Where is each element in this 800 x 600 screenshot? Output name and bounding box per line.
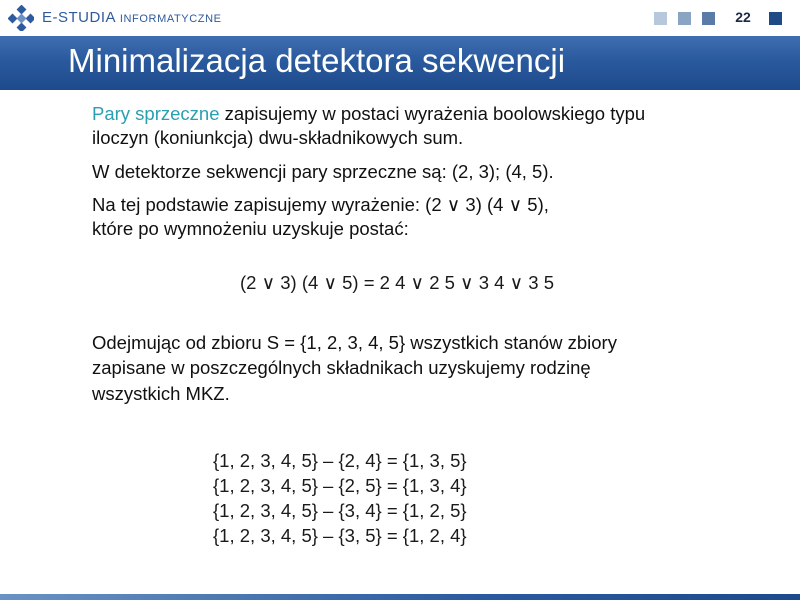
- para2: W detektorze sekwencji pary sprzeczne są: (2, 3); (4, 5).: [92, 161, 554, 182]
- set-line: {1, 2, 3, 4, 5} – {2, 4} = {1, 3, 5}: [213, 450, 467, 471]
- e-studia-logo-icon: [8, 5, 34, 31]
- nav-square-3[interactable]: [702, 12, 715, 25]
- para4-line2: zapisane w poszczególnych składnikach uzyskujemy rodzinę: [92, 357, 591, 378]
- para1-line1: [92, 102, 645, 125]
- nav-square-1[interactable]: [654, 12, 667, 25]
- para1-rest: zapisujemy w postaci wyrażenia boolowskiego typu: [219, 103, 646, 124]
- nav-square-2[interactable]: [678, 12, 691, 25]
- para3-line2: które po wymnożeniu uzyskuje postać:: [92, 218, 409, 239]
- brand-sub: INFORMATYCZNE: [119, 13, 222, 25]
- para4-line3: wszystkich MKZ.: [92, 383, 230, 404]
- header-bar: [0, 0, 800, 36]
- para3-line1: Na tej podstawie zapisujemy wyrażenie: (2 ∨ 3) (4 ∨ 5),: [92, 194, 549, 215]
- brand-name: [42, 9, 222, 26]
- para4-line1: Odejmując od zbioru S = {1, 2, 3, 4, 5} wszystkich stanów zbiory: [92, 332, 617, 353]
- set-line: {1, 2, 3, 4, 5} – {2, 5} = {1, 3, 4}: [213, 475, 467, 496]
- slide-title: Minimalizacja detektora sekwencji: [68, 42, 566, 79]
- sets-list: [213, 448, 467, 548]
- set-line: {1, 2, 3, 4, 5} – {3, 4} = {1, 2, 5}: [213, 500, 467, 521]
- para1-line2: iloczyn (koniunkcja) dwu-składnikowych sum.: [92, 127, 464, 148]
- equation: (2 ∨ 3) (4 ∨ 5) = 2 4 ∨ 2 5 ∨ 3 4 ∨ 3 5: [240, 272, 554, 293]
- para1-term: Pary sprzeczne: [92, 103, 220, 124]
- footer-bar: [0, 594, 800, 600]
- brand-main: E-STUDIA: [42, 9, 120, 26]
- nav-square-4[interactable]: [769, 12, 782, 25]
- page-number: 22: [735, 9, 751, 25]
- set-line: {1, 2, 3, 4, 5} – {3, 5} = {1, 2, 4}: [213, 525, 467, 546]
